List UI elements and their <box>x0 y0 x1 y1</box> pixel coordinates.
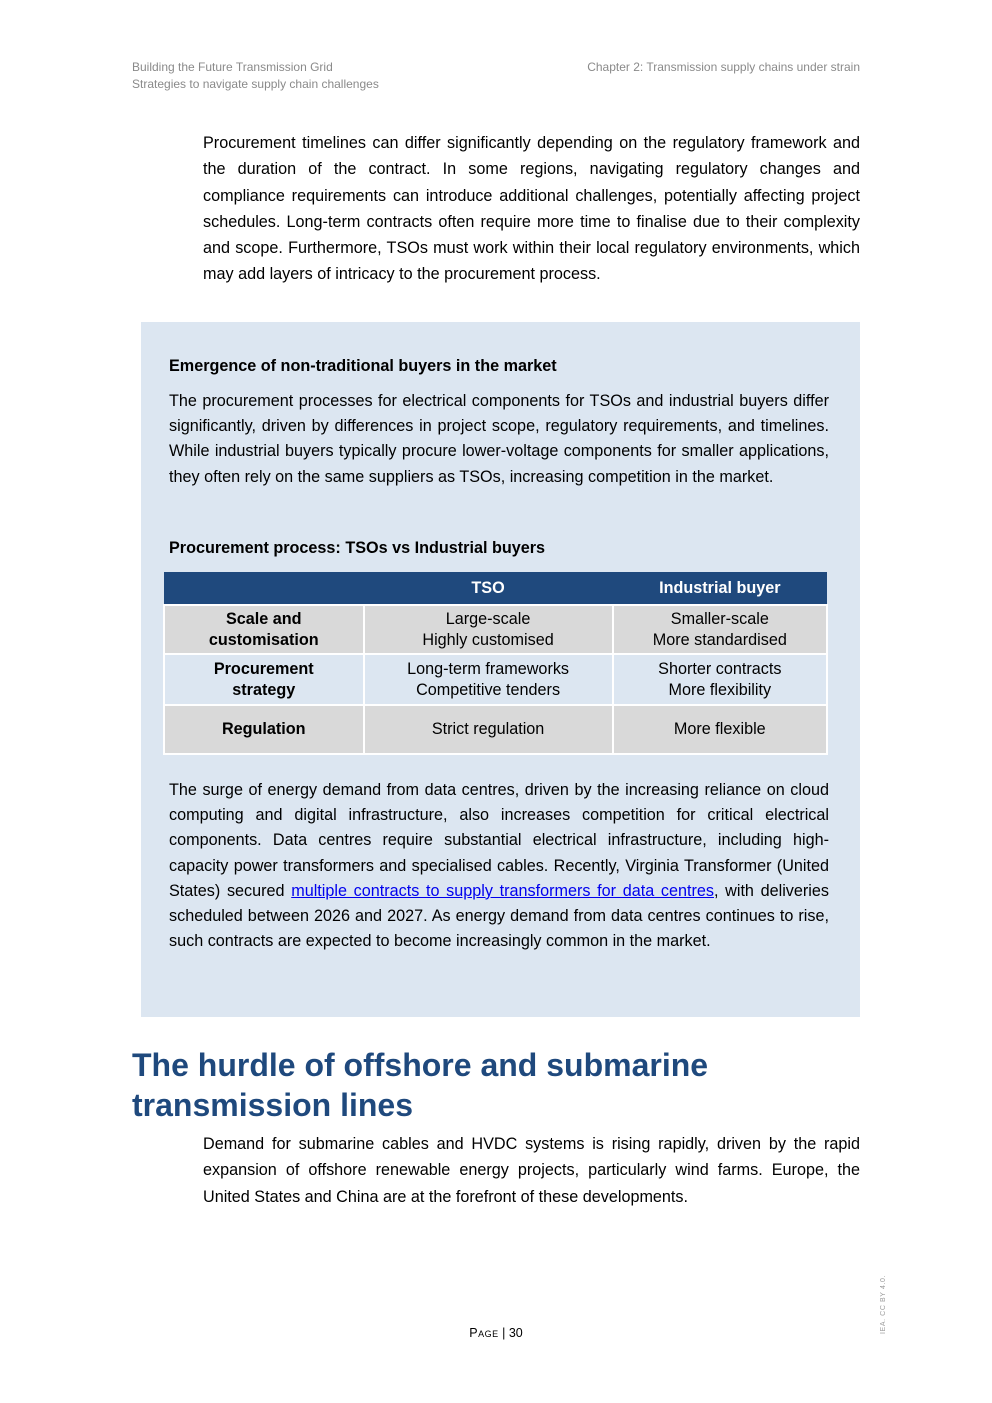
row-label-line: Regulation <box>221 720 306 738</box>
header-report-subtitle: Strategies to navigate supply chain challenges <box>132 77 379 91</box>
page-footer <box>0 1326 992 1340</box>
data-centre-contracts-link[interactable]: multiple contracts to supply transformers for data centres <box>291 881 714 900</box>
table-header-tso: TSO <box>364 572 613 605</box>
row-label-scale <box>164 605 364 654</box>
table-row <box>164 654 827 705</box>
industrial-cell-regulation <box>613 705 827 754</box>
table-header-industrial: Industrial buyer <box>613 572 827 605</box>
cell-line: More flexibility <box>668 680 772 699</box>
cell-line: Long-term frameworks <box>407 659 570 678</box>
cell-line: Smaller-scale <box>670 609 769 628</box>
header-report-title: Building the Future Transmission Grid <box>132 60 333 74</box>
cell-line: Competitive tenders <box>416 680 561 699</box>
tso-cell-scale <box>364 605 613 654</box>
box-paragraph-1: The procurement processes for electrical components for TSOs and industrial buyers differ significantly, driven by differences in project scope, regulatory requirements, and timelines. While industrial buyers typically procure lower-voltage components for smaller applications, they often rely on the same suppliers as TSOs, increasing competition in the market. <box>169 392 829 486</box>
box-paragraph-2-text-end: , with deliveries scheduled between 2026 and 2027. As energy demand from data centres continues to rise, such contracts are expected to become increasingly common in the market. <box>169 881 829 951</box>
header-chapter-title: Chapter 2: Transmission supply chains under strain <box>587 60 860 74</box>
cell-line: Large-scale <box>445 609 531 628</box>
row-label-procurement <box>164 654 364 705</box>
row-label-line: customisation <box>208 630 319 649</box>
running-header-left <box>132 59 379 93</box>
tso-cell-procurement <box>364 654 613 705</box>
table-row <box>164 705 827 754</box>
page-number: 30 <box>508 1326 523 1340</box>
table-header-row <box>164 572 827 605</box>
cell-line: More standardised <box>652 630 787 649</box>
table-row <box>164 605 827 654</box>
row-label-line: Scale and <box>225 609 302 628</box>
row-label-regulation <box>164 705 364 754</box>
license-credit: IEA. CC BY 4.0. <box>880 1274 887 1334</box>
industrial-cell-procurement <box>613 654 827 705</box>
intro-paragraph: Procurement timelines can differ significantly depending on the regulatory framework and the duration of the contract. In some regions, navigating regulatory changes and compliance requirements can introduce additional challenges, potentially affecting project schedules. Long-term contracts often require more time to finalise due to their complexity and scope. Furthermore, TSOs must work within their local regulatory environments, which may add layers of intricacy to the procurement process. <box>203 134 860 284</box>
box-title: Emergence of non-traditional buyers in the market <box>169 357 557 375</box>
row-label-line: Procurement <box>213 659 314 678</box>
box-paragraph-2 <box>169 778 829 954</box>
cell-line: Highly customised <box>422 630 554 649</box>
tso-cell-regulation <box>364 705 613 754</box>
table-title: Procurement process: TSOs vs Industrial buyers <box>169 539 546 557</box>
box-paragraph-2-text: The surge of energy demand from data centres, driven by the increasing reliance on cloud computing and digital infrastructure, also increases competition for critical electrical components. Data centres require substantial electrical infrastructure, including high-capacity power transformers and specialised cables. Recently, Virginia Transformer (United States) secured <box>169 781 829 900</box>
cell-line: Shorter contracts <box>658 659 782 678</box>
section-paragraph: Demand for submarine cables and HVDC systems is rising rapidly, driven by the rapid expansion of offshore renewable energy projects, particularly wind farms. Europe, the United States and China are at the forefront of these developments. <box>203 1135 860 1206</box>
page-separator: | <box>498 1326 509 1340</box>
table-header-empty <box>164 572 364 605</box>
page-label: Page <box>469 1326 499 1340</box>
industrial-cell-scale <box>613 605 827 654</box>
comparison-table <box>163 572 828 755</box>
info-box <box>141 322 860 1017</box>
row-label-line: strategy <box>232 680 296 699</box>
cell-line: Strict regulation <box>431 720 545 738</box>
cell-line: More flexible <box>673 720 766 738</box>
section-heading: The hurdle of offshore and submarine transmission lines <box>132 1047 709 1123</box>
